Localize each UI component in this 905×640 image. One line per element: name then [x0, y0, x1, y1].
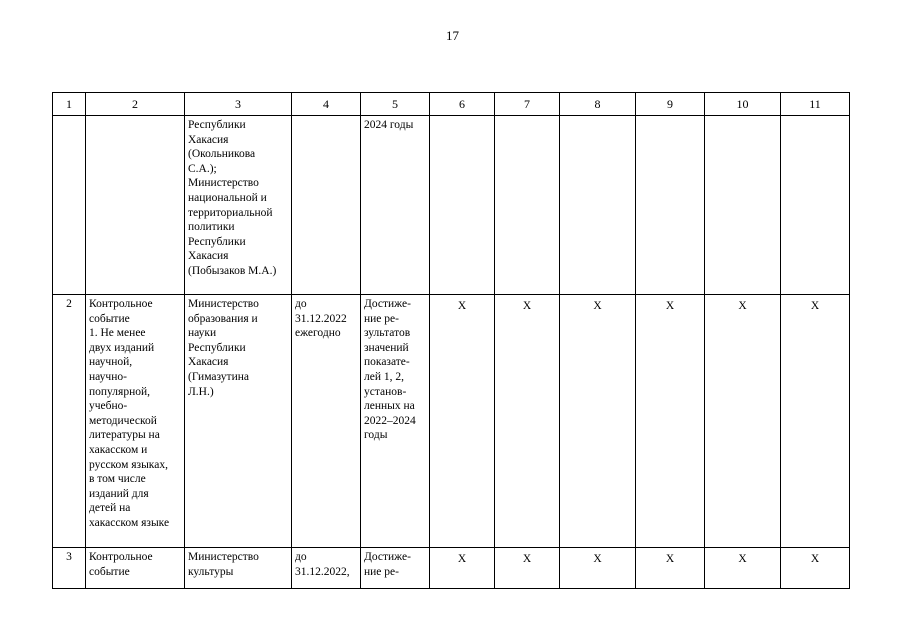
- mark-cell: [560, 116, 636, 295]
- result-cell: 2024 годы: [361, 116, 430, 295]
- mark-cell: X: [636, 548, 705, 589]
- column-header: 8: [560, 93, 636, 116]
- mark-cell: [430, 116, 495, 295]
- table-row: [53, 295, 850, 548]
- mark-cell: X: [495, 295, 560, 548]
- column-header: 10: [705, 93, 781, 116]
- event-cell: Контрольное событие 1. Не менее двух изданий научной, научно- популярной, учебно- методической литературы на хакасском и русском языках, в том числе изданий для детей на хакасском языке: [86, 295, 185, 548]
- column-header: 9: [636, 93, 705, 116]
- row-number-cell: 2: [53, 295, 86, 548]
- mark-cell: [781, 116, 850, 295]
- column-header: 6: [430, 93, 495, 116]
- plan-table: [52, 92, 850, 589]
- mark-cell: X: [430, 548, 495, 589]
- column-header: 1: [53, 93, 86, 116]
- column-header: 11: [781, 93, 850, 116]
- page-number: 17: [446, 28, 459, 43]
- mark-cell: X: [560, 295, 636, 548]
- table-row: [53, 116, 850, 295]
- result-cell: Достиже- ние ре-: [361, 548, 430, 589]
- row-number-cell: [53, 116, 86, 295]
- event-cell: [86, 116, 185, 295]
- deadline-cell: до 31.12.2022 ежегодно: [292, 295, 361, 548]
- event-cell: Контрольное событие: [86, 548, 185, 589]
- table-row: [53, 548, 850, 589]
- mark-cell: X: [636, 295, 705, 548]
- deadline-cell: [292, 116, 361, 295]
- mark-cell: X: [781, 295, 850, 548]
- column-header: 7: [495, 93, 560, 116]
- responsible-cell: Министерство образования и науки Республики Хакасия (Гимазутина Л.Н.): [185, 295, 292, 548]
- mark-cell: [636, 116, 705, 295]
- header-row: [53, 93, 850, 116]
- mark-cell: [705, 116, 781, 295]
- mark-cell: X: [781, 548, 850, 589]
- mark-cell: X: [705, 548, 781, 589]
- mark-cell: X: [705, 295, 781, 548]
- result-cell: Достиже- ние ре- зультатов значений показате- лей 1, 2, установ- ленных на 2022–2024 годы: [361, 295, 430, 548]
- mark-cell: X: [495, 548, 560, 589]
- mark-cell: X: [430, 295, 495, 548]
- responsible-cell: Министерство культуры: [185, 548, 292, 589]
- column-header: 5: [361, 93, 430, 116]
- mark-cell: X: [560, 548, 636, 589]
- column-header: 2: [86, 93, 185, 116]
- deadline-cell: до 31.12.2022,: [292, 548, 361, 589]
- mark-cell: [495, 116, 560, 295]
- column-header: 3: [185, 93, 292, 116]
- responsible-cell: Республики Хакасия (Окольникова С.А.); Министерство национальной и территориальной политики Республики Хакасия (Побызаков М.А.): [185, 116, 292, 295]
- column-header: 4: [292, 93, 361, 116]
- row-number-cell: 3: [53, 548, 86, 589]
